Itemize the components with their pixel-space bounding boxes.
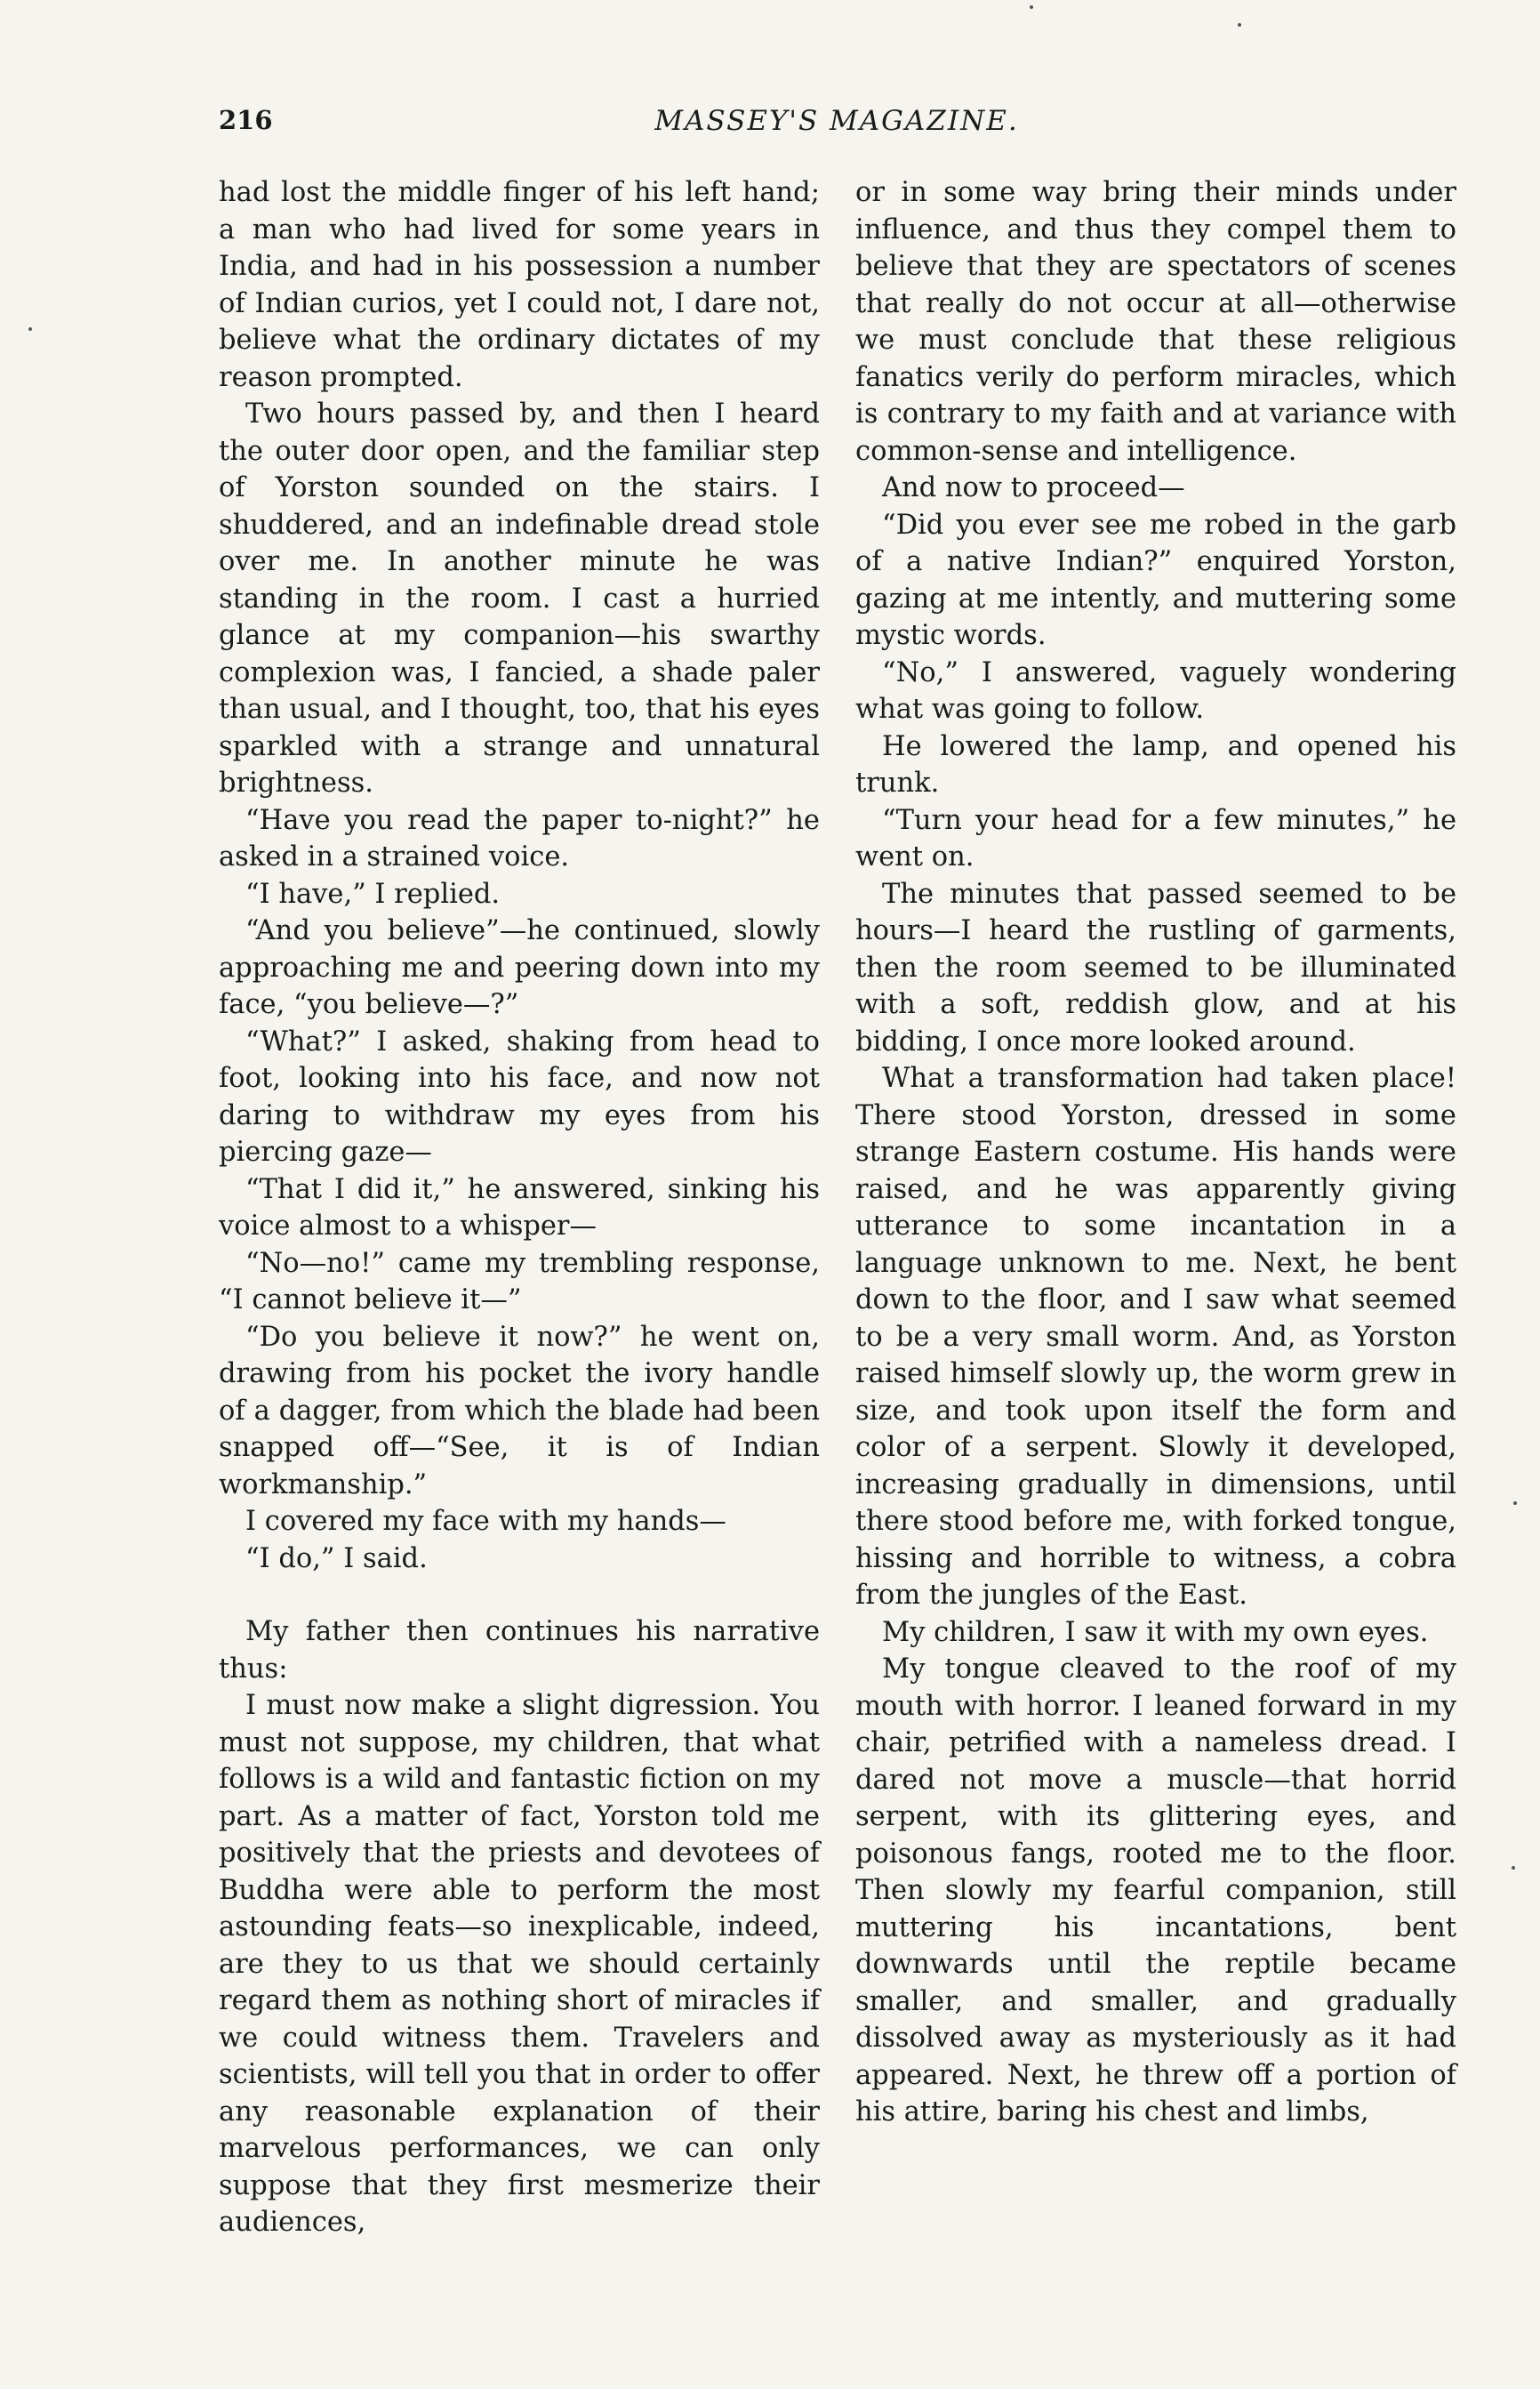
paragraph: “No,” I answered, vaguely wondering what was going to follow. [855,656,1456,725]
paragraph: My tongue cleaved to the roof of my mouth with horror. I leaned forward in my chair, petrified with a nameless dread. I dared not move a muscle—that horrid serpent, with its glittering eyes, and poisonous fangs, rooted me to the floor. Then slowly my fearful companion, still muttering his incantations, bent downwards until the reptile became smaller, and smaller, and gradually dissolved away as mysteriously as it had appeared. Next, he threw off a portion of his attire, baring his chest and limbs, [855,1653,1456,2128]
paragraph: “No—no!” came my trembling response, “I cannot believe it—” [219,1247,820,1315]
paragraph: “I do,” I said. [245,1542,428,1574]
paragraph: My children, I saw it with my own eyes. [882,1616,1429,1648]
speck-mark [1030,5,1033,9]
speck-mark [1238,23,1241,27]
paragraph: “That I did it,” he answered, sinking his voice almost to a whisper— [219,1173,820,1242]
paragraph: I covered my face with my hands— [245,1506,726,1537]
paragraph: or in some way bring their minds under influence, and thus they compel them to believe that they are spectators of scenes that really do not occur at all—otherwise we must conclude that these religious fanatics verily do perform miracles, which is contrary to my faith and at variance with common-sense and intelligence. [855,177,1456,467]
paragraph: And now to proceed— [882,472,1185,503]
paragraph: “Turn your head for a few minutes,” he went on. [855,804,1456,873]
paragraph: He lowered the lamp, and opened his trunk. [855,730,1456,799]
page-header [219,105,1455,144]
paragraph: The minutes that passed seemed to be hours—I heard the rustling of garments, then the room seemed to be illuminated with a soft, reddish glow, and at his bidding, I once more looked around. [855,878,1456,1058]
paragraph: “What?” I asked, shaking from head to foot, looking into his face, and now not daring to withdraw my eyes from his piercing gaze— [219,1026,820,1168]
paragraph: “Have you read the paper to-night?” he asked in a strained voice. [219,804,820,873]
left-column [219,174,820,2241]
speck-mark [1512,1866,1515,1870]
speck-mark [28,327,32,331]
running-title: MASSEY'S MAGAZINE. [654,105,1019,137]
paragraph: Two hours passed by, and then I heard the outer door open, and the familiar step of Yorston sounded on the stairs. I shuddered, and an indefinable dread stole over me. In another minute he was standing in the room. I cast a hurried glance at my companion—his swarthy complexion was, I fancied, a shade paler than usual, and I thought, too, that his eyes sparkled with a strange and unnatural brightness. [219,398,820,799]
speck-mark [1513,1501,1517,1505]
paragraph: I must now make a slight digression. You must not suppose, my children, that what follows is a wild and fantastic fiction on my part. As a matter of fact, Yorston told me positively that the priests and devotees of Buddha were able to perform the most astounding feats—so inexplicable, indeed, are they to us that we should certainly regard them as nothing short of miracles if we could witness them. Travelers and scientists, will tell you that in order to offer any reasonable explanation of their marvelous performances, we can only suppose that they first mesmerize their audiences, [219,1690,820,2238]
paragraph: My father then continues his narrative thus: [219,1616,820,1685]
paragraph: “And you believe”—he continued, slowly approaching me and peering down into my face, “you believe—?” [219,915,820,1020]
paragraph: “I have,” I replied. [245,878,501,910]
right-column [855,174,1456,2131]
paragraph: “Did you ever see me robed in the garb of a native Indian?” enquired Yorston, gazing at me intently, and muttering some mystic words. [855,509,1456,651]
paragraph: had lost the middle finger of his left hand; a man who had lived for some years in India, and had in his possession a number of Indian curios, yet I could not, I dare not, believe what the ordinary dictates of my reason prompted. [219,177,820,393]
page-number: 216 [219,105,273,135]
paragraph: What a transformation had taken place! There stood Yorston, dressed in some strange Eastern costume. His hands were raised, and he was apparently giving utterance to some incantation in a language unknown to me. Next, he bent down to the floor, and I saw what seemed to be a very small worm. And, as Yorston raised himself slowly up, the worm grew in size, and took upon itself the form and color of a serpent. Slowly it developed, increasing gradually in dimensions, until there stood before me, with forked tongue, hissing and horrible to witness, a cobra from the jungles of the East. [855,1063,1456,1611]
paragraph: “Do you believe it now?” he went on, drawing from his pocket the ivory handle of a dagger, from which the blade had been snapped off—“See, it is of Indian workmanship.” [219,1321,820,1500]
